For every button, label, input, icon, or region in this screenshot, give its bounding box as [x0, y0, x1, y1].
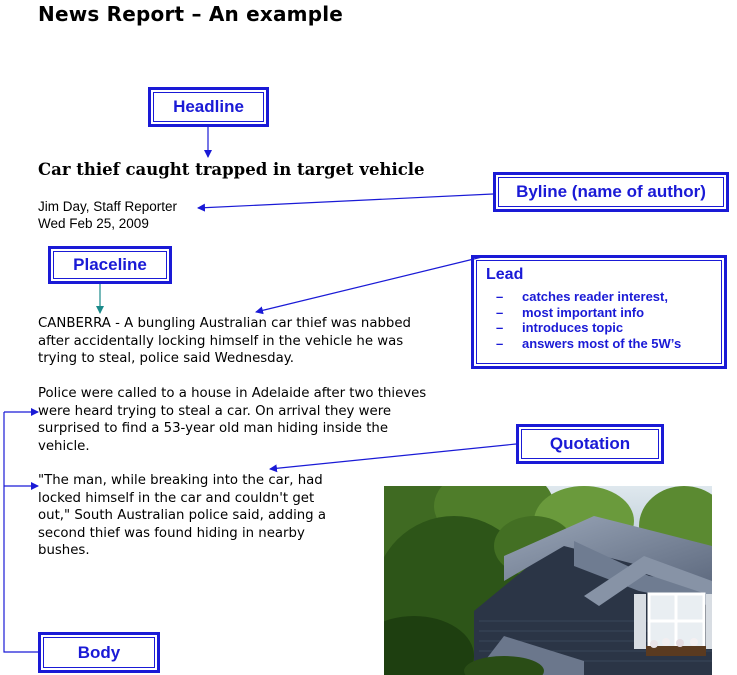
quotation-label: Quotation [549, 434, 631, 453]
article-date: Wed Feb 25, 2009 [38, 216, 149, 231]
lead-arrow [256, 257, 482, 312]
lead-point: – catches reader interest, [496, 289, 668, 304]
lead-point: – answers most of the 5W’s [496, 335, 682, 351]
byline-arrow [198, 194, 493, 208]
paragraph-line: trying to steal, police said Wednesday. [38, 351, 294, 366]
page-title: News Report – An example [38, 2, 344, 26]
paragraph-line: vehicle. [38, 438, 90, 454]
article-headline: Car thief caught trapped in target vehicle [38, 160, 425, 179]
headline-label: Headline [173, 97, 244, 116]
body-bracket [4, 412, 38, 652]
paragraph-line: Police were called to a house in Adelaide after two thieves [38, 386, 427, 401]
paragraph-line: surprised to find a 53-year old man hiding inside the [38, 421, 389, 436]
body-label: Body [77, 642, 121, 662]
paragraph-line: bushes. [38, 543, 90, 558]
paragraph-line: locked himself in the car and couldn't get [38, 490, 315, 506]
lead-point: – most important info [496, 304, 645, 320]
paragraph-line: "The man, while breaking into the car, had [38, 473, 323, 488]
placeline-label: Placeline [73, 255, 147, 274]
lead-title: Lead [486, 266, 524, 283]
paragraph-line: CANBERRA - A bungling Australian car thief was nabbed [38, 316, 411, 331]
lead-point: – introduces topic [496, 320, 624, 335]
paragraph-line: second thief was found hiding in nearby [38, 525, 305, 541]
article-author: Jim Day, Staff Reporter [38, 199, 178, 214]
byline-label: Byline (name of author) [516, 182, 706, 201]
quotation-arrow [270, 444, 516, 469]
paragraph-line: were heard trying to steal a car. On arrival they were [38, 403, 392, 419]
paragraph-line: out," South Australian police said, adding a [38, 508, 326, 523]
paragraph-line: after accidentally locking himself in the vehicle he was [38, 333, 404, 349]
